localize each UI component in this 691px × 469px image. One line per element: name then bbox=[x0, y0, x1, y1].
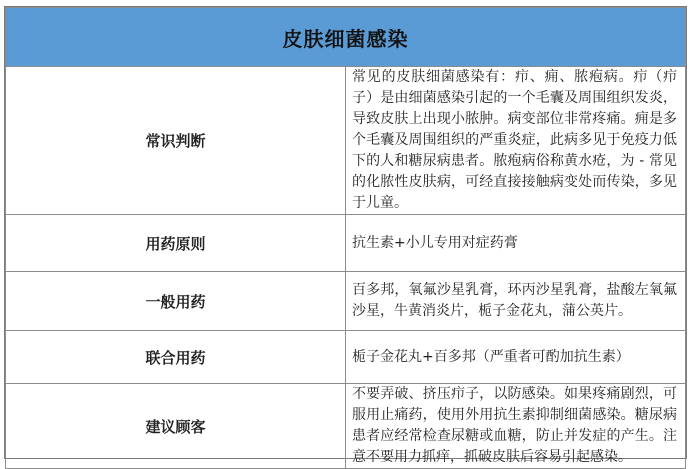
row-content-common-sense: 常见的皮肤细菌感染有：疖、痈、脓疱病。疖（疖子）是由细菌感染引起的一个毛囊及周围组织发炎，导致皮肤上出现小脓肿。病变部位非常疼痛。痈是多个毛囊及周围组织的严重炎症，此病多见于免疫力低下的人和糖尿病患者。脓疱病俗称黄水疮，为 - 常见的化脓性皮肤病，可经直接接触病变处而传染，多见于儿童。 bbox=[346, 67, 686, 215]
row-label-combined-medication: 联合用药 bbox=[6, 331, 346, 384]
table-row bbox=[6, 272, 686, 331]
skin-infection-info-table bbox=[5, 7, 686, 469]
row-label-common-sense: 常识判断 bbox=[6, 67, 346, 215]
row-content-customer-advice: 不要弄破、挤压疖子，以防感染。如果疼痛剧烈，可服用止痛药，使用外用抗生素抑制细菌感染。糖尿病患者应经常检查尿糖或血糖，防止并发症的产生。注意不要用力抓痒，抓破皮肤后容易引起感染。 bbox=[346, 384, 686, 469]
table-row bbox=[6, 384, 686, 469]
table-title: 皮肤细菌感染 bbox=[6, 8, 686, 67]
row-content-general-medication: 百多邦，氧氟沙星乳膏，环丙沙星乳膏，盐酸左氧氟沙星，牛黄消炎片，栀子金花丸，蒲公英片。 bbox=[346, 272, 686, 331]
info-table-container bbox=[4, 6, 687, 465]
row-label-medication-principle: 用药原则 bbox=[6, 215, 346, 272]
row-content-medication-principle: 抗生素+小儿专用对症药膏 bbox=[346, 215, 686, 272]
table-row bbox=[6, 331, 686, 384]
row-label-general-medication: 一般用药 bbox=[6, 272, 346, 331]
table-row bbox=[6, 215, 686, 272]
row-label-customer-advice: 建议顾客 bbox=[6, 384, 346, 469]
table-title-row bbox=[6, 8, 686, 67]
row-content-combined-medication: 栀子金花丸+百多邦（严重者可酌加抗生素） bbox=[346, 331, 686, 384]
table-row bbox=[6, 67, 686, 215]
